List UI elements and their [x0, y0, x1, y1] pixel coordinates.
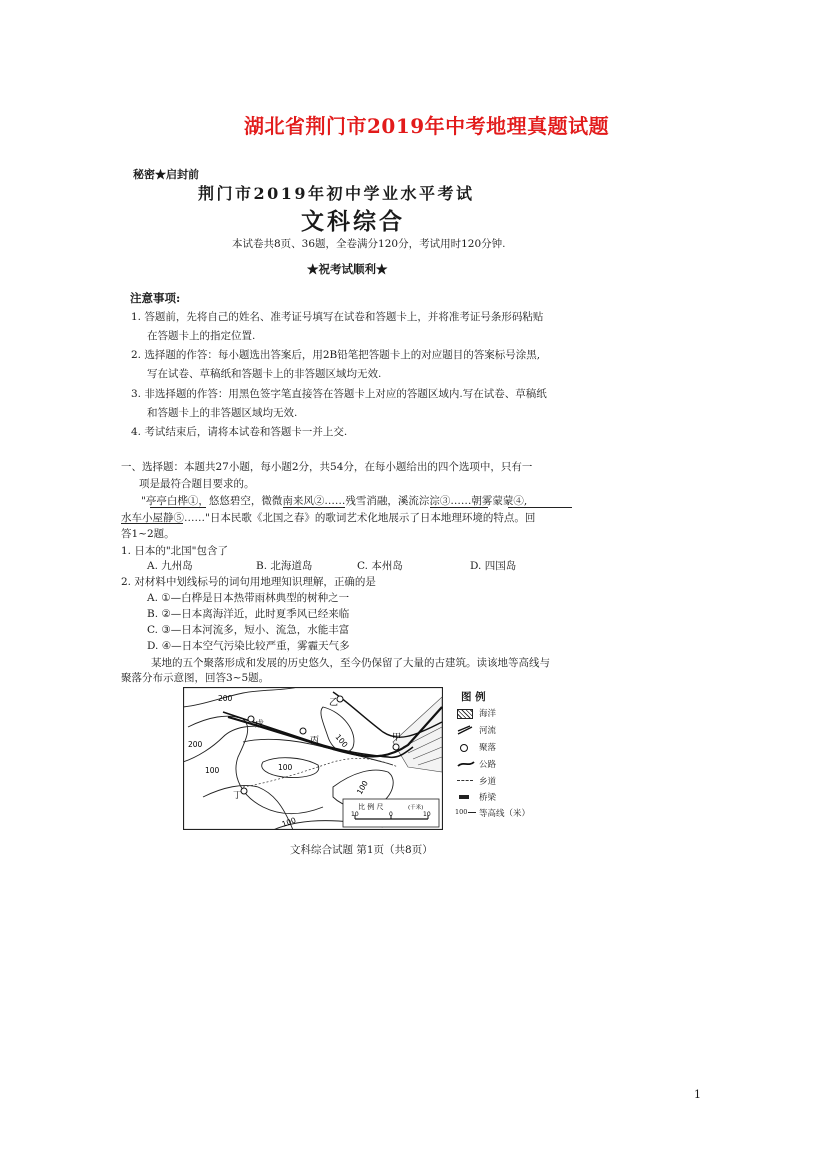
passage-line: 答1~2题。 — [121, 528, 175, 540]
highway-swatch-icon — [457, 760, 475, 768]
section-heading-cont: 项是最符合题目要求的。 — [139, 478, 255, 490]
underline-mark — [150, 507, 206, 508]
settlement-swatch-icon — [460, 744, 468, 752]
q2-option-d: D. ④—日本空气污染比较严重，雾霾天气多 — [147, 640, 350, 652]
notice-line: 2. 选择题的作答：每小题选出答案后，用2B铅笔把答题卡上的对应题目的答案标号涂黑, — [131, 349, 541, 361]
legend-label: 乡道 — [479, 777, 497, 787]
legend-label: 河流 — [479, 726, 497, 736]
exam-title: 荆门市2019年初中学业水平考试 — [198, 184, 475, 203]
wish-line: ★祝考试顺利★ — [307, 262, 388, 276]
notice-line: 写在试卷、草稿纸和答题卡上的非答题区域均无效. — [147, 368, 382, 380]
q1-option-a: A. 九州岛 — [147, 560, 193, 572]
underline-mark — [508, 507, 572, 508]
passage-line: 水车小屋静⑤……"日本民歌《北国之春》的歌词艺术化地展示了日本地理环境的特点。回 — [121, 512, 536, 524]
country-road-swatch-icon — [457, 780, 473, 781]
notice-line: 在答题卡上的指定位置. — [147, 330, 256, 342]
notice-line: 4. 考试结束后，请将本试卷和答题卡一并上交. — [131, 426, 348, 438]
page-number: 1 — [694, 1088, 701, 1101]
contour-swatch-icon — [468, 812, 476, 813]
settlement-marker — [300, 728, 306, 734]
contour-label: 100 — [280, 815, 298, 829]
contour-label: 200 — [218, 694, 233, 703]
contour-label: 200 — [188, 740, 203, 749]
contour-label: 100 — [205, 766, 220, 775]
document-title: 湖北省荆门市2019年中考地理真题试题 — [244, 114, 610, 138]
contour-map — [183, 687, 443, 830]
scale-tick: 10 — [423, 811, 431, 818]
q2-option-c: C. ③—日本河流多，短小、流急，水能丰富 — [147, 624, 350, 636]
contour-swatch-label: 100 — [455, 808, 468, 816]
sea-swatch-icon — [457, 709, 473, 719]
underline-mark — [121, 523, 183, 524]
scale-unit: (千米) — [408, 805, 424, 811]
q1-option-b: B. 北海道岛 — [256, 560, 313, 572]
map-intro-line: 聚落分布示意图，回答3~5题。 — [121, 672, 270, 684]
map-intro-line: 某地的五个聚落形成和发展的历史悠久，至今仍保留了大量的古建筑。读该地等高线与 — [151, 657, 550, 669]
legend-label: 桥梁 — [479, 793, 497, 803]
q2-option-a: A. ①—白桦是日本热带雨林典型的树种之一 — [147, 592, 350, 604]
notice-line: 和答题卡上的非答题区域均无效. — [147, 407, 298, 419]
notice-heading: 注意事项: — [130, 291, 181, 305]
q2-option-b: B. ②—日本离海洋近，此时夏季风已经来临 — [147, 608, 350, 620]
q1-option-c: C. 本州岛 — [357, 560, 403, 572]
contour-label: 100 — [333, 732, 350, 750]
settlement-marker — [393, 744, 399, 750]
legend-label: 海洋 — [479, 709, 497, 719]
q1-option-d: D. 四国岛 — [470, 560, 517, 572]
legend-label: 公路 — [479, 760, 497, 770]
settlement-label: 丙 — [310, 736, 320, 746]
passage-line: "亭亭白桦①，悠悠碧空，微微南来风②……残雪消融，溪流淙淙③……朝雾蒙蒙④, — [141, 495, 528, 507]
scale-tick: 10 — [351, 811, 359, 818]
settlement-label: 乙 — [329, 698, 339, 708]
contour-label: 100 — [278, 763, 293, 772]
map-legend — [455, 689, 535, 824]
subject-title: 文科综合 — [301, 208, 405, 235]
legend-title: 图 例 — [461, 691, 486, 703]
settlement-label: 丁 — [233, 791, 243, 801]
question-2-stem: 2. 对材料中划线标号的词句用地理知识理解，正确的是 — [121, 576, 376, 588]
river-swatch-icon — [457, 725, 473, 735]
contour-label: 100 — [354, 779, 370, 796]
exam-info: 本试卷共8页、36题，全卷满分120分，考试用时120分钟. — [232, 238, 506, 250]
underline-mark — [283, 507, 345, 508]
legend-label: 聚落 — [479, 743, 497, 753]
underline-mark — [430, 507, 488, 508]
page-footer: 文科综合试题 第1页（共8页） — [290, 844, 433, 856]
section-heading: 一、选择题：本题共27小题，每小题2分，共54分，在每小题给出的四个选项中，只有一 — [121, 461, 533, 473]
notice-line: 1. 答题前，先将自己的姓名、准考证号填写在试卷和答题卡上，并将准考证号条形码粘贴 — [131, 311, 544, 323]
notice-line: 3. 非选择题的作答：用黑色签字笔直接答在答题卡上对应的答题区域内.写在试卷、草稿纸 — [131, 388, 547, 400]
bridge-swatch-icon — [459, 795, 469, 799]
scale-tick: 0 — [389, 811, 393, 818]
legend-label: 等高线（米） — [479, 809, 531, 819]
settlement-marker — [248, 716, 254, 722]
secret-label: 秘密★启封前 — [133, 168, 199, 181]
scale-title: 比 例 尺 — [358, 803, 384, 811]
question-1-stem: 1. 日本的"北国"包含了 — [121, 545, 229, 557]
settlement-label: 戊 — [255, 720, 265, 730]
settlement-label: 甲 — [392, 733, 402, 743]
